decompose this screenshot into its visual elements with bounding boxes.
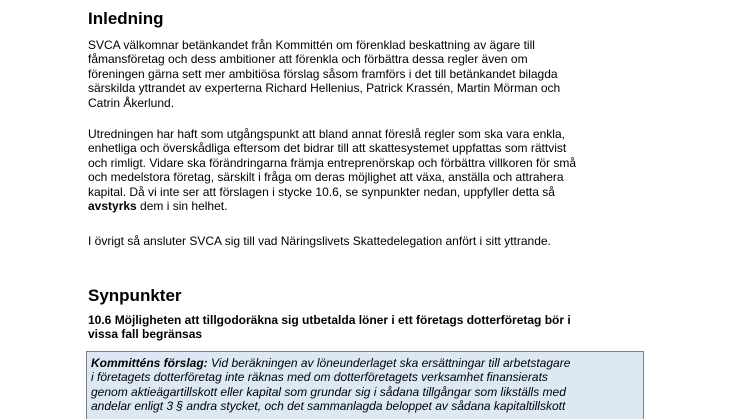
text-line-last xyxy=(88,199,658,213)
section-10-6-heading xyxy=(88,313,658,342)
proposal-text: Vid beräkningen av löneunderlaget ska ersättningar till arbetstagare xyxy=(207,356,571,370)
intro-paragraph-1 xyxy=(88,38,658,110)
text-tail: dem i sin helhet. xyxy=(136,199,228,214)
text-line: vissa fall begränsas xyxy=(88,327,203,342)
text-line: och rimligt. Vidare ska förändringarna främja entreprenörskap och förbättra villkoren för små xyxy=(88,155,577,170)
proposal-line: i företagets dotterföretag inte räknas med om dotterföretagets verksamhet finansierats xyxy=(91,370,548,385)
emphasis-avstyrks: avstyrks xyxy=(88,199,137,214)
text-line: föreningen gärna sett mer ambitiösa förslag såsom framförs i det till betänkandet bilagda xyxy=(88,66,558,81)
proposal-label: Kommitténs förslag: xyxy=(91,356,208,370)
proposal-line xyxy=(91,356,639,370)
committee-proposal-box xyxy=(86,351,644,419)
text-line: I övrigt så ansluter SVCA sig till vad Näringslivets Skattedelegation anfört i sitt yttrande. xyxy=(88,234,551,248)
text-line: Catrin Åkerlund. xyxy=(88,95,175,110)
text-line: Utredningen har haft som utgångspunkt att bland annat föreslå regler som ska vara enkla, xyxy=(88,127,565,141)
text-line: enhetliga och överskådliga eftersom det bidrar till att skattesystemet uppfattas som rättvist xyxy=(88,141,567,156)
text-line: särskilda yttrandet av experterna Richard Hellenius, Patrick Krassén, Martin Mörman och xyxy=(88,81,561,96)
text-line: och medelstora företag, särskilt i fråga om deras möjlighet att växa, anställa och attrahera xyxy=(88,170,564,185)
text-line: 10.6 Möjligheten att tillgodoräkna sig utbetalda löner i ett företags dotterföretag bör i xyxy=(88,313,571,327)
comments-heading: Synpunkter xyxy=(88,286,182,305)
text-line: fåmansföretag och dess ambitioner att förenkla och förbättra dessa regler även om xyxy=(88,52,528,67)
proposal-line: andelar enligt 3 § andra stycket, och det sammanlagda beloppet av sådana kapitaltillskott xyxy=(91,399,566,414)
proposal-line: genom aktieägartillskott eller kapital som grundar sig i sådana tillgångar som likställs med xyxy=(91,384,566,399)
intro-paragraph-2 xyxy=(88,127,658,213)
intro-paragraph-3 xyxy=(88,234,658,248)
intro-heading: Inledning xyxy=(88,9,164,28)
text-line: SVCA välkomnar betänkandet från Kommittén om förenklad beskattning av ägare till xyxy=(88,38,535,52)
text-line: kapital. Då vi inte ser att förslagen i stycke 10.6, se synpunkter nedan, uppfyller detta så xyxy=(88,184,555,199)
